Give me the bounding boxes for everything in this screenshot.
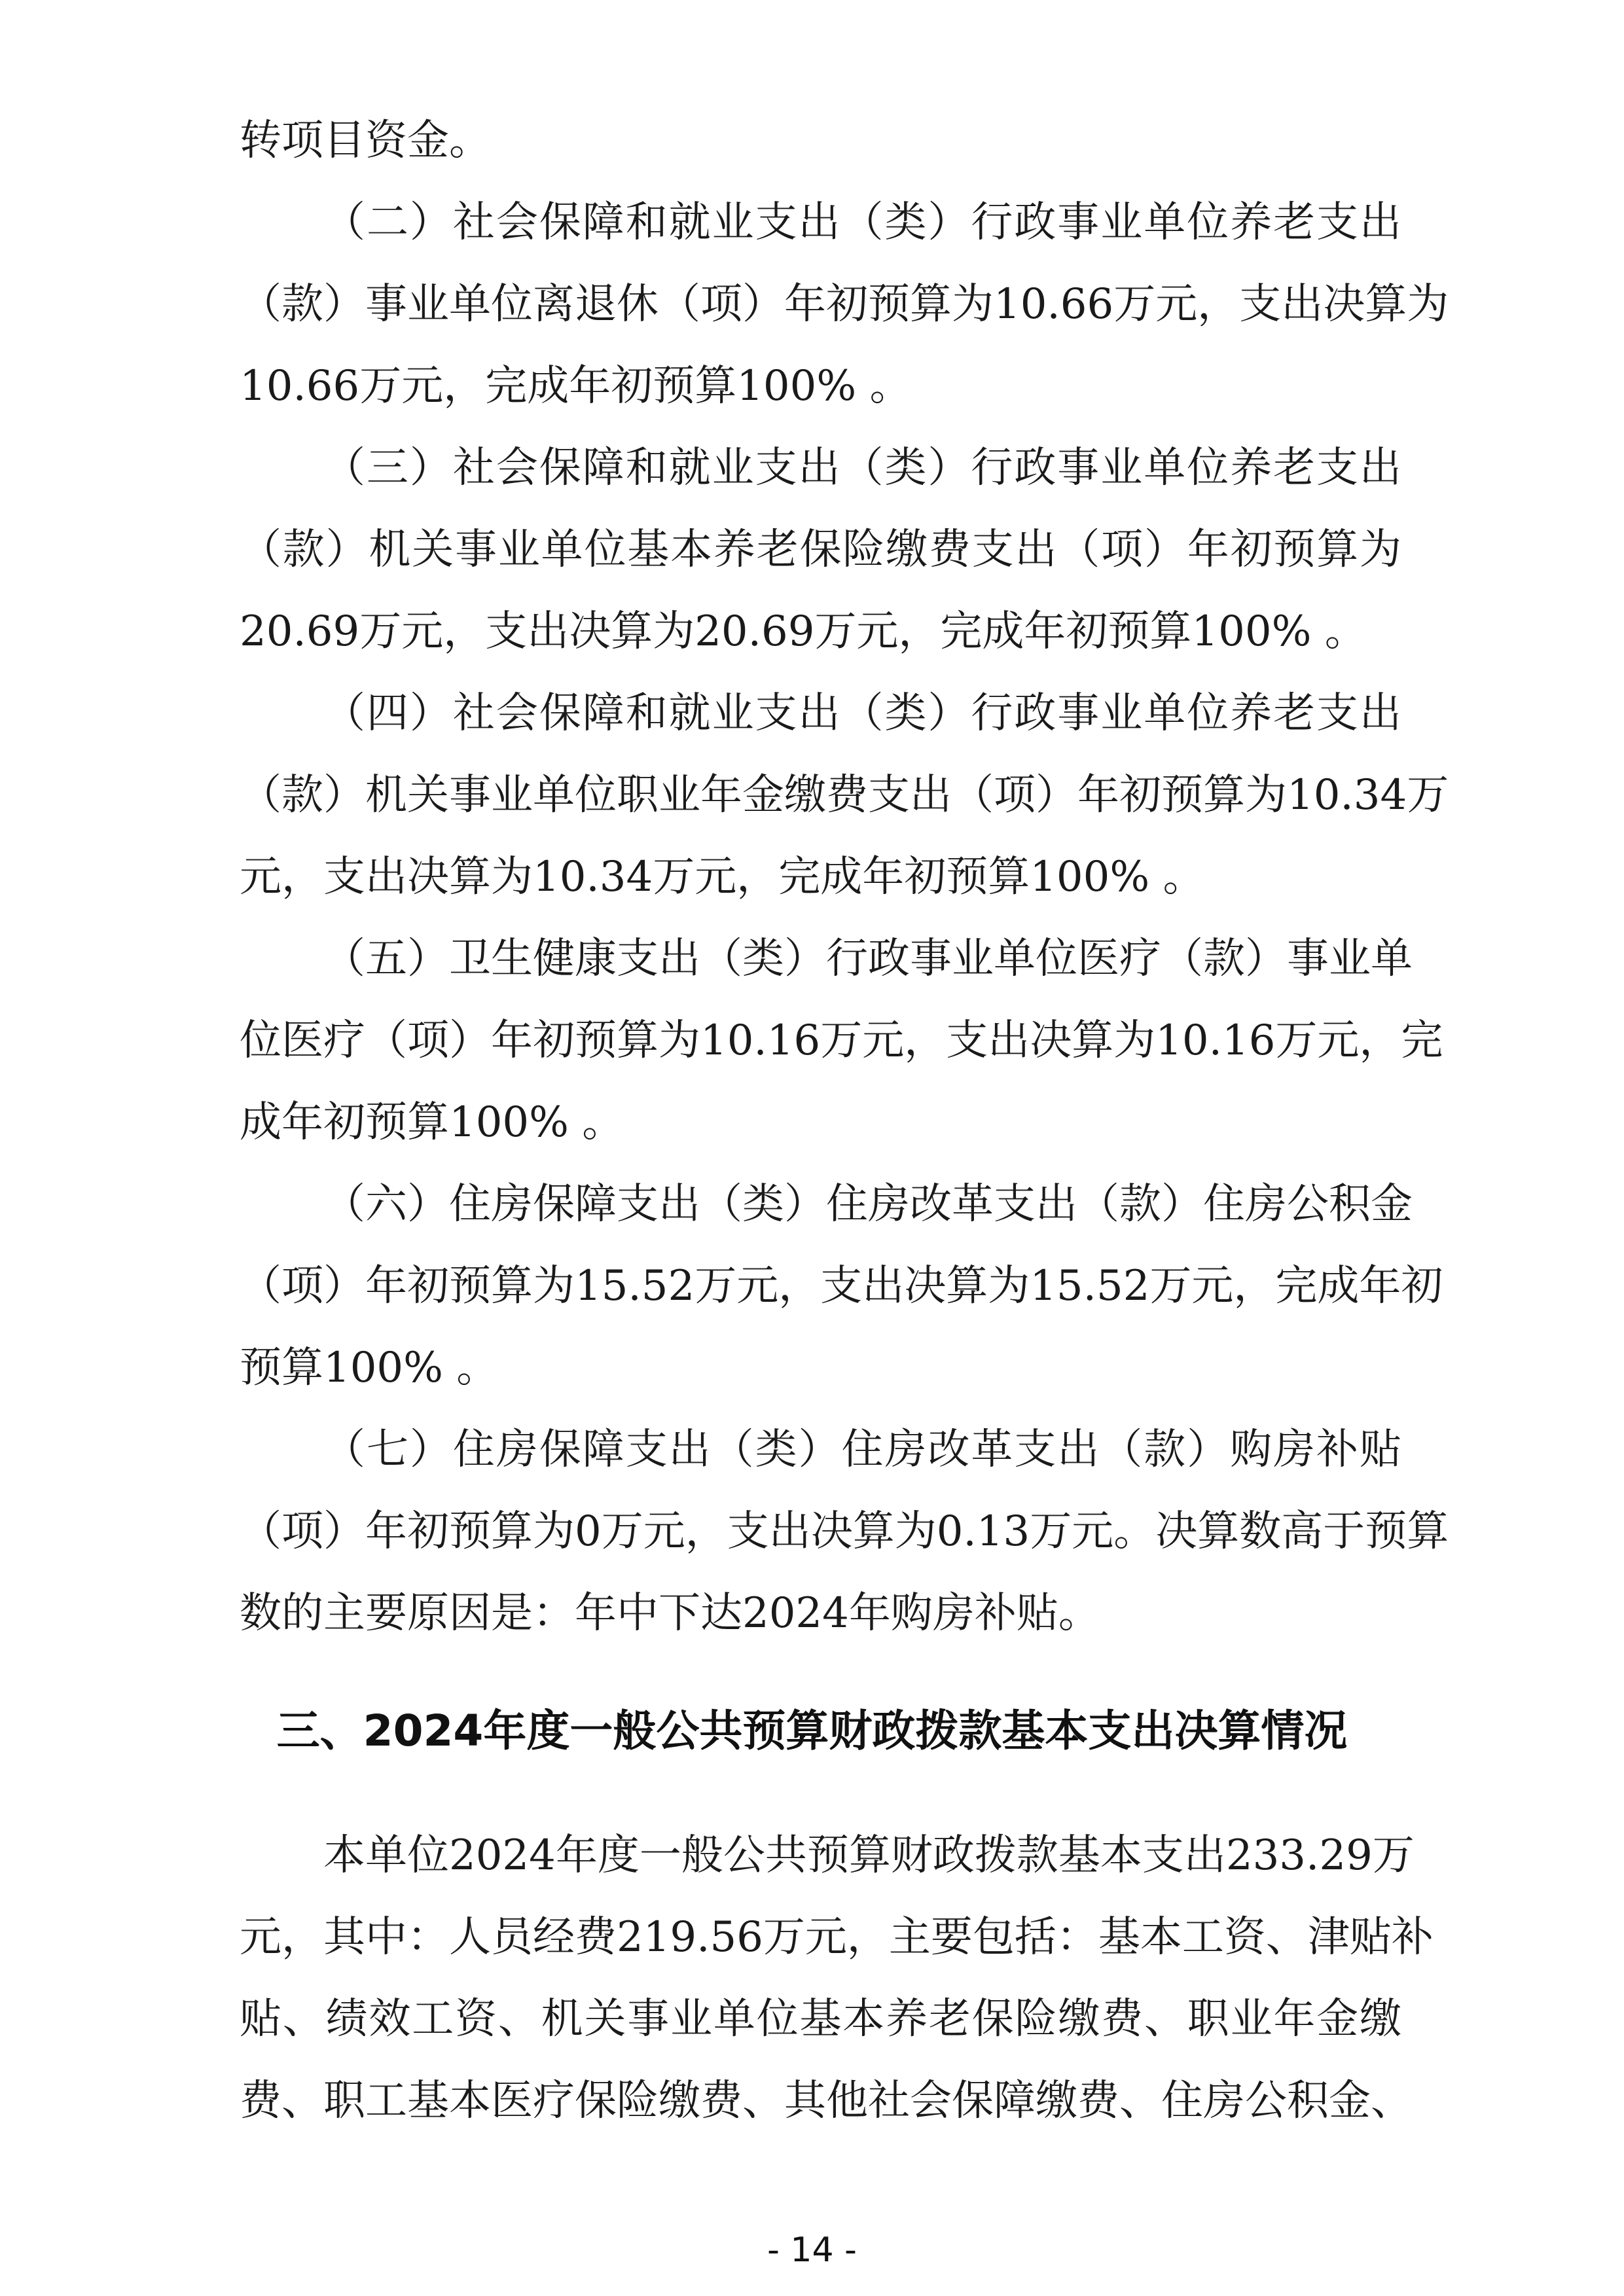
paragraph-2-line-1: （二）社会保障和就业支出（类）行政事业单位养老支出: [323, 198, 1401, 247]
page-number: - 14 -: [767, 2231, 857, 2270]
section-paragraph-line-3: 贴、绩效工资、机关事业单位基本养老保险缴费、职业年金缴: [240, 1995, 1401, 2043]
paragraph-3-line-1: （三）社会保障和就业支出（类）行政事业单位养老支出: [323, 444, 1401, 492]
paragraph-4-line-1: （四）社会保障和就业支出（类）行政事业单位养老支出: [323, 689, 1401, 738]
paragraph-3-line-2: （款）机关事业单位基本养老保险缴费支出（项）年初预算为: [240, 526, 1401, 574]
section-paragraph-line-1: 本单位2024年度一般公共预算财政拨款基本支出233.29万: [323, 1831, 1415, 1880]
paragraph-6-line-1: （六）住房保障支出（类）住房改革支出（款）住房公积金: [323, 1180, 1413, 1229]
paragraph-3-line-3: 20.69万元，支出决算为20.69万元，完成年初预算100% 。: [240, 607, 1367, 656]
paragraph-5-line-3: 成年初预算100% 。: [240, 1098, 624, 1147]
paragraph-4-line-2: （款）机关事业单位职业年金缴费支出（项）年初预算为10.34万: [240, 771, 1449, 819]
paragraph-4-line-3: 元，支出决算为10.34万元，完成年初预算100% 。: [240, 853, 1205, 901]
paragraph-7-line-3: 数的主要原因是：年中下达2024年购房补贴。: [240, 1589, 1100, 1638]
paragraph-6-line-3: 预算100% 。: [240, 1344, 499, 1392]
paragraph-5-line-2: 位医疗（项）年初预算为10.16万元，支出决算为10.16万元，完: [240, 1016, 1443, 1065]
paragraph-7-line-2: （项）年初预算为0万元，支出决算为0.13万元。决算数高于预算: [240, 1507, 1449, 1556]
paragraph-2-line-3: 10.66万元，完成年初预算100% 。: [240, 362, 912, 410]
paragraph-6-line-2: （项）年初预算为15.52万元，支出决算为15.52万元，完成年初: [240, 1262, 1443, 1310]
section-heading: 三、2024年度一般公共预算财政拨款基本支出决算情况: [276, 1706, 1348, 1756]
paragraph-2-line-2: （款）事业单位离退休（项）年初预算为10.66万元，支出决算为: [240, 280, 1449, 329]
section-paragraph-line-4: 费、职工基本医疗保险缴费、其他社会保障缴费、住房公积金、: [240, 2077, 1413, 2125]
paragraph-5-line-1: （五）卫生健康支出（类）行政事业单位医疗（款）事业单: [323, 935, 1413, 983]
section-paragraph-line-2: 元，其中：人员经费219.56万元，主要包括：基本工资、津贴补: [240, 1913, 1434, 1962]
paragraph-7-line-1: （七）住房保障支出（类）住房改革支出（款）购房补贴: [323, 1426, 1401, 1474]
paragraph-continuation-line: 转项目资金。: [240, 117, 491, 165]
